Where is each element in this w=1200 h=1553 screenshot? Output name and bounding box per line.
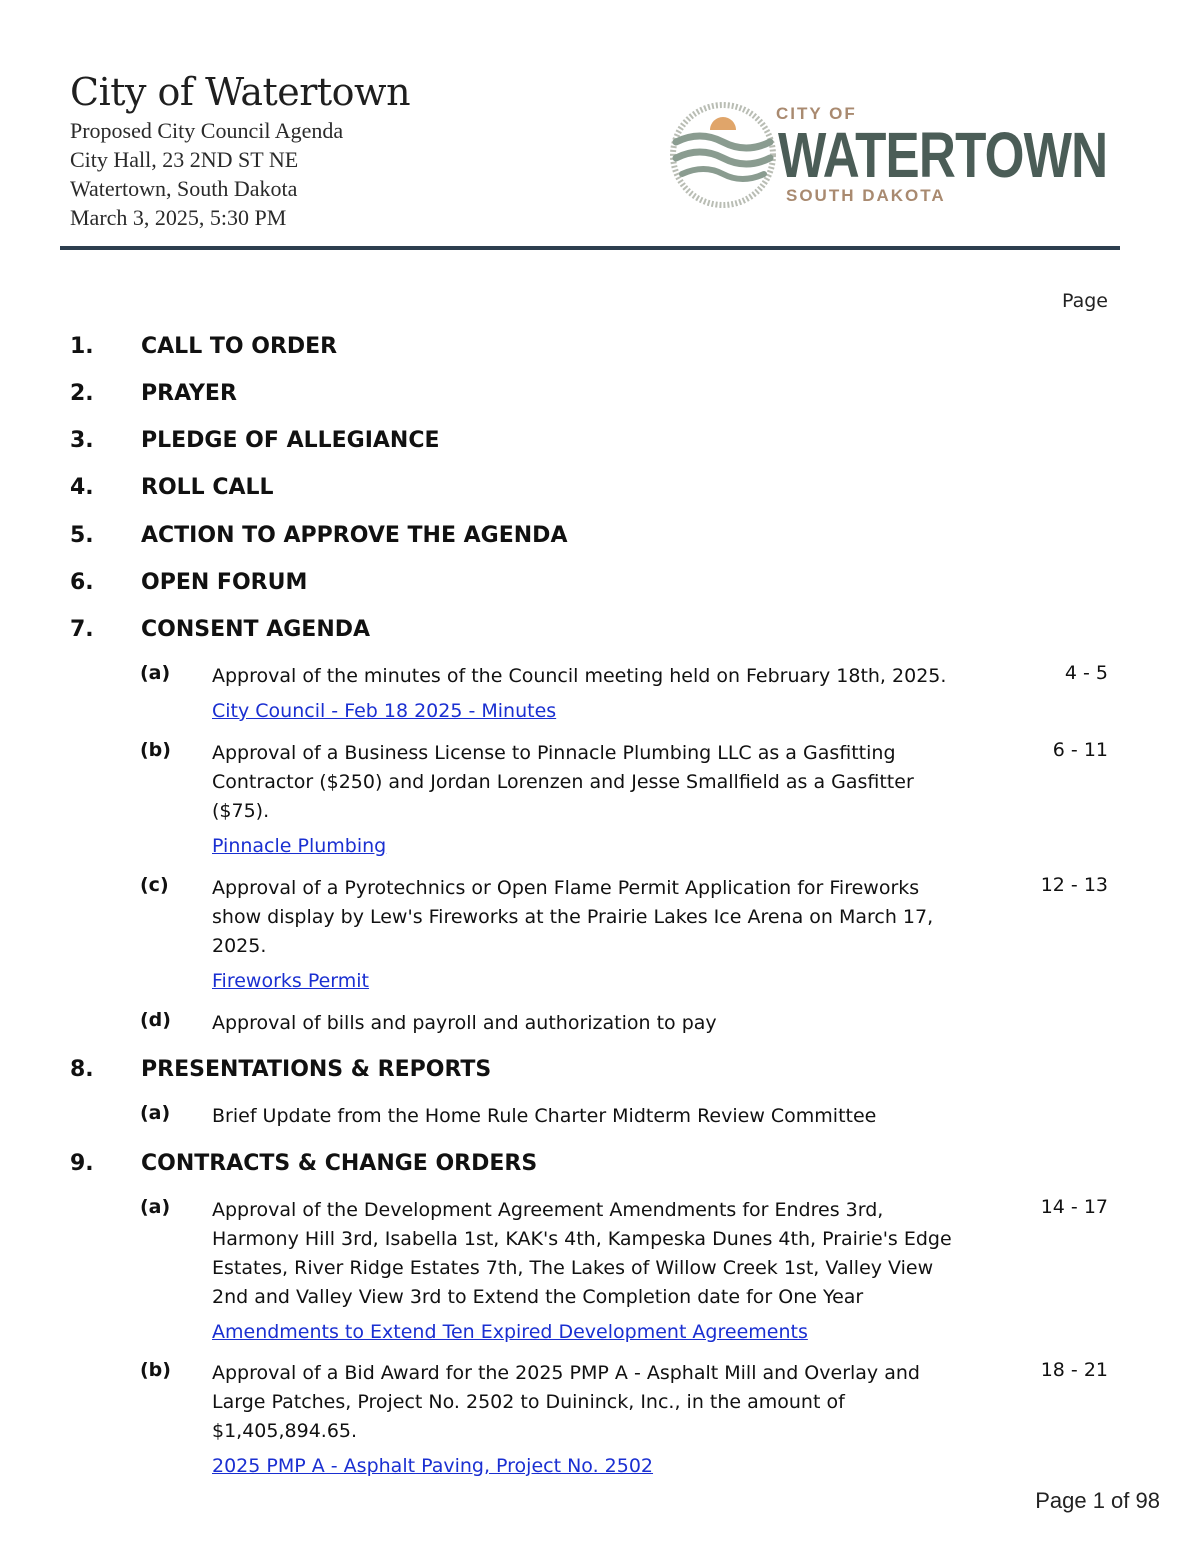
item-title: ROLL CALL <box>141 475 274 500</box>
item-number: 2. <box>70 381 94 406</box>
sub-item-letter: (b) <box>140 739 171 761</box>
page-number-footer: Page 1 of 98 <box>1035 1488 1160 1513</box>
sub-item-text: Approval of a Bid Award for the 2025 PMP A - Asphalt Mill and Overlay and Large Patches, Project No. 2502 to Duininck, Inc., in the amount of $1,405,894.65. <box>212 1362 920 1442</box>
item-number: 9. <box>70 1151 94 1176</box>
sub-item-letter: (a) <box>140 1102 171 1124</box>
logo-emblem-icon <box>668 100 778 210</box>
logo-city-of: CITY OF <box>776 104 857 123</box>
meeting-location: Watertown, South Dakota <box>70 176 298 201</box>
page-range: 6 - 11 <box>1052 739 1108 761</box>
page-range: 14 - 17 <box>1040 1196 1108 1218</box>
item-number: 3. <box>70 428 94 453</box>
attachment-link[interactable]: Fireworks Permit <box>212 970 370 992</box>
item-title: CONTRACTS & CHANGE ORDERS <box>141 1151 538 1176</box>
sub-item-letter: (b) <box>140 1359 171 1381</box>
sub-item-letter: (a) <box>140 662 171 684</box>
sub-item-text: Approval of the Development Agreement Amendments for Endres 3rd, Harmony Hill 3rd, Isabella 1st, KAK's 4th, Kampeska Dunes 4th, Prairie's Edge Estates, River Ridge Estates 7th, The Lakes of Willow Creek 1st, Valley View 2nd and Valley View 3rd to Extend the Completion date for One Year <box>212 1199 952 1308</box>
attachment-link[interactable]: Pinnacle Plumbing <box>212 835 387 857</box>
sub-item-letter: (d) <box>140 1009 171 1031</box>
sub-item-text: Brief Update from the Home Rule Charter Midterm Review Committee <box>212 1105 877 1127</box>
meeting-address: City Hall, 23 2ND ST NE <box>70 147 299 172</box>
item-title: ACTION TO APPROVE THE AGENDA <box>141 523 568 548</box>
item-title: PLEDGE OF ALLEGIANCE <box>141 428 440 453</box>
item-number: 6. <box>70 570 94 595</box>
item-title: PRAYER <box>141 381 237 406</box>
meeting-datetime: March 3, 2025, 5:30 PM <box>70 205 287 230</box>
attachment-link[interactable]: Amendments to Extend Ten Expired Development Agreements <box>212 1321 808 1343</box>
sub-item-text: Approval of a Business License to Pinnacle Plumbing LLC as a Gasfitting Contractor ($250) and Jordan Lorenzen and Jesse Smallfield as a Gasfitter ($75). <box>212 742 914 822</box>
sub-item-letter: (c) <box>140 874 169 896</box>
sub-item-text: Approval of the minutes of the Council meeting held on February 18th, 2025. <box>212 665 947 687</box>
page-column-label: Page <box>1062 290 1108 312</box>
attachment-link[interactable]: City Council - Feb 18 2025 - Minutes <box>212 700 557 722</box>
header-divider <box>60 246 1120 250</box>
sub-item-letter: (a) <box>140 1196 171 1218</box>
item-title: OPEN FORUM <box>141 570 308 595</box>
sub-item-text: Approval of bills and payroll and authorization to pay <box>212 1012 717 1034</box>
page-range: 18 - 21 <box>1040 1359 1108 1381</box>
page-range: 4 - 5 <box>1064 662 1108 684</box>
document-title: City of Watertown <box>70 70 411 114</box>
sub-item-text: Approval of a Pyrotechnics or Open Flame Permit Application for Fireworks show display by Lew's Fireworks at the Prairie Lakes Ice Arena on March 17, 2025. <box>212 877 934 957</box>
attachment-link[interactable]: 2025 PMP A - Asphalt Paving, Project No. 2502 <box>212 1455 654 1477</box>
item-number: 1. <box>70 334 94 359</box>
item-title: PRESENTATIONS & REPORTS <box>141 1057 492 1082</box>
logo-state: SOUTH DAKOTA <box>786 186 946 205</box>
document-subtitle: Proposed City Council Agenda <box>70 118 344 143</box>
item-number: 4. <box>70 475 94 500</box>
logo-wordmark: WATERTOWN <box>778 119 1108 191</box>
item-title: CALL TO ORDER <box>141 334 338 359</box>
page-range: 12 - 13 <box>1040 874 1108 896</box>
item-number: 5. <box>70 523 94 548</box>
item-number: 7. <box>70 617 94 642</box>
item-title: CONSENT AGENDA <box>141 617 371 642</box>
item-number: 8. <box>70 1057 94 1082</box>
